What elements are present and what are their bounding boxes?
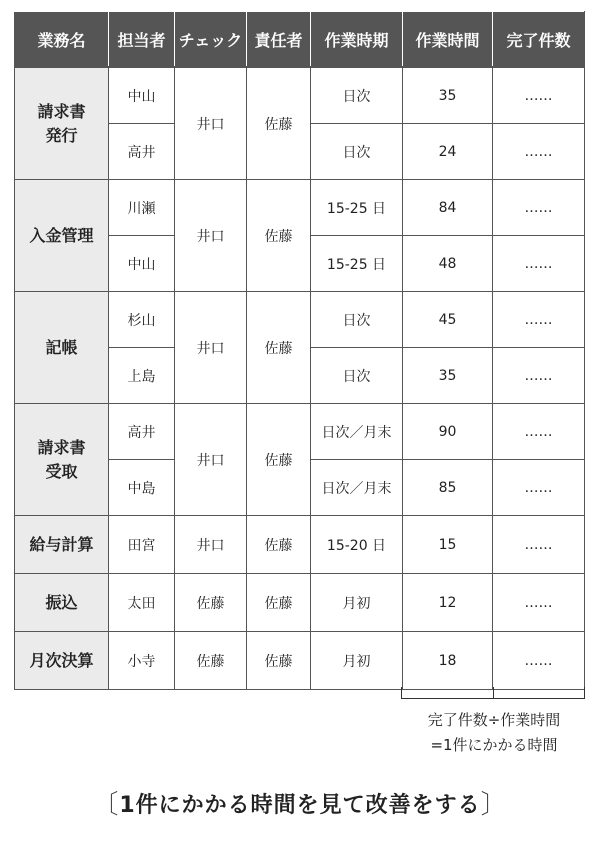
column-header: 完了件数 bbox=[493, 12, 585, 68]
period-cell: 月初 bbox=[311, 632, 403, 690]
task-name-cell bbox=[15, 67, 109, 180]
table-row bbox=[15, 404, 585, 460]
count-cell: …… bbox=[493, 348, 585, 404]
header-row bbox=[15, 12, 585, 68]
count-cell: …… bbox=[493, 292, 585, 348]
manager-cell: 佐藤 bbox=[247, 67, 311, 180]
table-row bbox=[15, 292, 585, 348]
assignee-cell: 田宮 bbox=[109, 516, 175, 574]
column-header: 作業時期 bbox=[311, 12, 403, 68]
task-name-line: 記帳 bbox=[45, 337, 78, 357]
count-cell: …… bbox=[493, 516, 585, 574]
formula-line-1: 完了件数÷作業時間 bbox=[427, 711, 561, 729]
period-cell: 日次 bbox=[311, 292, 403, 348]
count-cell: …… bbox=[493, 236, 585, 292]
checker-cell: 井口 bbox=[175, 180, 247, 292]
sum-bracket bbox=[401, 687, 585, 699]
column-header: チェック bbox=[175, 12, 247, 68]
table-row bbox=[15, 180, 585, 236]
column-header: 責任者 bbox=[247, 12, 311, 68]
period-cell: 日次／月末 bbox=[311, 460, 403, 516]
task-name-line: 請求書 bbox=[37, 437, 86, 457]
hours-cell: 24 bbox=[403, 124, 493, 180]
task-name-line: 発行 bbox=[45, 125, 78, 145]
assignee-cell: 上島 bbox=[109, 348, 175, 404]
count-cell: …… bbox=[493, 632, 585, 690]
hours-cell: 84 bbox=[403, 180, 493, 236]
table-row bbox=[15, 516, 585, 574]
task-name-cell bbox=[15, 574, 109, 632]
hours-cell: 15 bbox=[403, 516, 493, 574]
task-name-line: 請求書 bbox=[37, 101, 86, 121]
hours-cell: 18 bbox=[403, 632, 493, 690]
caption-text: 1件にかかる時間を見て改善をする bbox=[119, 793, 481, 818]
table-body bbox=[15, 67, 585, 690]
caption-close-bracket: 〕 bbox=[480, 790, 508, 820]
assignee-cell: 高井 bbox=[109, 124, 175, 180]
hours-cell: 12 bbox=[403, 574, 493, 632]
hours-cell: 35 bbox=[403, 67, 493, 124]
task-name-cell bbox=[15, 632, 109, 690]
period-cell: 15-25 日 bbox=[311, 180, 403, 236]
count-cell: …… bbox=[493, 460, 585, 516]
manager-cell: 佐藤 bbox=[247, 516, 311, 574]
hours-cell: 35 bbox=[403, 348, 493, 404]
figure-caption bbox=[0, 783, 600, 820]
checker-cell: 井口 bbox=[175, 67, 247, 180]
period-cell: 日次／月末 bbox=[311, 404, 403, 460]
formula-line-2: =1件にかかる時間 bbox=[430, 736, 558, 754]
assignee-cell: 中島 bbox=[109, 460, 175, 516]
checker-cell: 井口 bbox=[175, 404, 247, 516]
column-header: 業務名 bbox=[15, 12, 109, 68]
task-name-cell bbox=[15, 292, 109, 404]
count-cell: …… bbox=[493, 574, 585, 632]
task-name-line: 月次決算 bbox=[29, 650, 94, 670]
assignee-cell: 小寺 bbox=[109, 632, 175, 690]
manager-cell: 佐藤 bbox=[247, 180, 311, 292]
count-cell: …… bbox=[493, 404, 585, 460]
period-cell: 日次 bbox=[311, 67, 403, 124]
checker-cell: 井口 bbox=[175, 292, 247, 404]
hours-cell: 48 bbox=[403, 236, 493, 292]
table-row bbox=[15, 632, 585, 690]
manager-cell: 佐藤 bbox=[247, 292, 311, 404]
count-cell: …… bbox=[493, 124, 585, 180]
period-cell: 月初 bbox=[311, 574, 403, 632]
hours-cell: 85 bbox=[403, 460, 493, 516]
manager-cell: 佐藤 bbox=[247, 574, 311, 632]
assignee-cell: 太田 bbox=[109, 574, 175, 632]
period-cell: 日次 bbox=[311, 124, 403, 180]
table-row bbox=[15, 574, 585, 632]
task-name-cell bbox=[15, 180, 109, 292]
manager-cell: 佐藤 bbox=[247, 404, 311, 516]
assignee-cell: 川瀬 bbox=[109, 180, 175, 236]
column-header: 作業時間 bbox=[403, 12, 493, 68]
task-name-line: 入金管理 bbox=[29, 225, 94, 245]
task-name-line: 給与計算 bbox=[29, 534, 94, 554]
period-cell: 日次 bbox=[311, 348, 403, 404]
checker-cell: 佐藤 bbox=[175, 632, 247, 690]
assignee-cell: 高井 bbox=[109, 404, 175, 460]
task-name-line: 受取 bbox=[45, 461, 78, 481]
hours-cell: 45 bbox=[403, 292, 493, 348]
task-name-cell bbox=[15, 404, 109, 516]
hours-cell: 90 bbox=[403, 404, 493, 460]
period-cell: 15-20 日 bbox=[311, 516, 403, 574]
count-cell: …… bbox=[493, 67, 585, 124]
period-cell: 15-25 日 bbox=[311, 236, 403, 292]
task-name-cell bbox=[15, 516, 109, 574]
task-name-line: 振込 bbox=[45, 592, 78, 612]
caption-open-bracket: 〔 bbox=[92, 790, 120, 820]
table-row bbox=[15, 67, 585, 124]
formula-note bbox=[396, 708, 592, 758]
column-header: 担当者 bbox=[109, 12, 175, 68]
manager-cell: 佐藤 bbox=[247, 632, 311, 690]
table-header bbox=[15, 12, 585, 68]
count-cell: …… bbox=[493, 180, 585, 236]
assignee-cell: 中山 bbox=[109, 236, 175, 292]
assignee-cell: 杉山 bbox=[109, 292, 175, 348]
assignee-cell: 中山 bbox=[109, 67, 175, 124]
checker-cell: 井口 bbox=[175, 516, 247, 574]
operations-table bbox=[14, 11, 585, 690]
checker-cell: 佐藤 bbox=[175, 574, 247, 632]
